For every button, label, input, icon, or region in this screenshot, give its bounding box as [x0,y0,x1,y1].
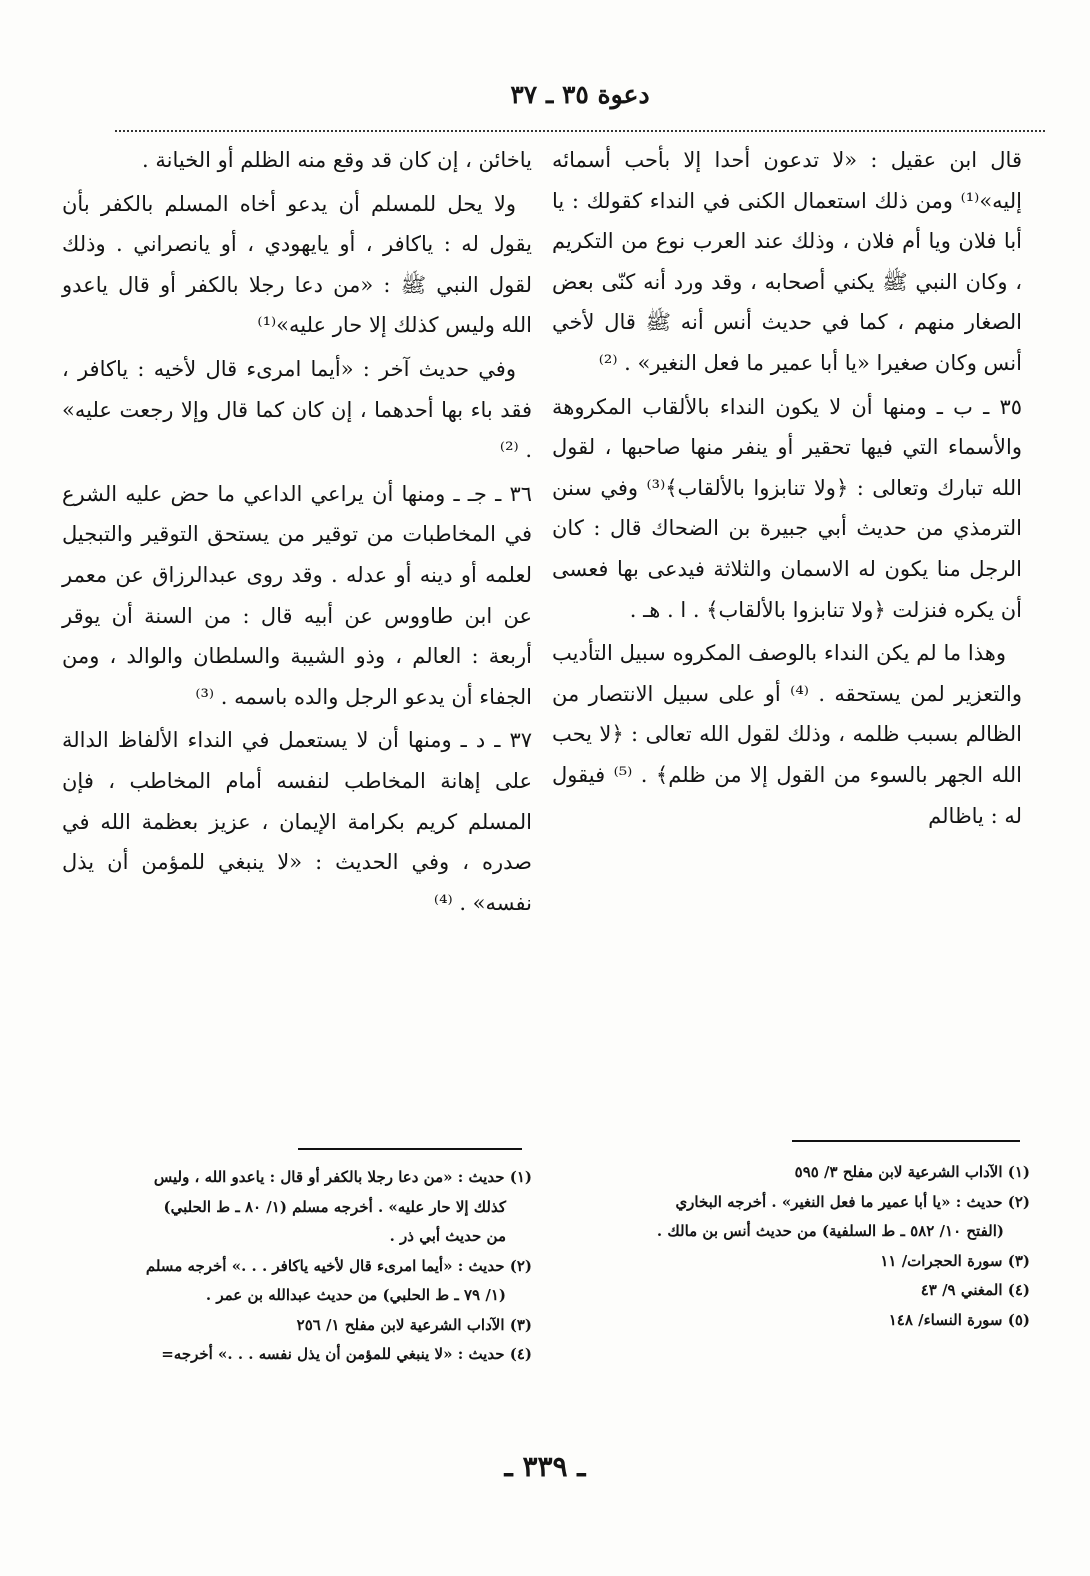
footnote: (٤) حديث : «لا ينبغي للمؤمن أن يذل نفسه . . .» أخرجه= [161,1345,532,1363]
header-dotted-rule [115,130,1045,132]
paragraph-36c: ٣٦ ـ جـ ـ ومنها أن يراعي الداعي ما حض عليه الشرع في المخاطبات من توقير من يستحق التوقير والتبجيل لعلمه أو دينه أو عدله . وقد روى عبدالرزاق عن معمر عن ابن طاووس عن أبيه قال : من السنة أن يوقر أربعة : العالم ، وذو الشيبة والسلطان والوالد ، ومن الجفاء أن يدعو الرجل والده باسمه . ⁽³⁾ [62,481,532,709]
page-header: دعوة ٣٥ ـ ٣٧ [510,80,650,109]
footnote-continuation: كذلك إلا حار عليه» . أخرجه مسلم (١/ ٨٠ ـ ط الحلبي) [163,1197,506,1216]
footnote-divider-left [298,1148,522,1150]
paragraph-37d: ٣٧ ـ د ـ ومنها أن لا يستعمل في النداء الألفاظ الدالة على إهانة المخاطب لنفسه أمام المخاطب ، فإن المسلم كريم بكرامة الإيمان ، عزيز بعظمة الله في صدره ، وفي الحديث : «لا ينبغي للمؤمن أن يذل نفسه» . ⁽⁴⁾ [62,728,532,915]
paragraph: وهذا ما لم يكن النداء بالوصف المكروه سبيل التأديب والتعزير لمن يستحقه . ⁽⁴⁾ أو على سبيل الانتصار من الظالم بسبب ظلمه ، وذلك لقول الله تعالى : ﴿لا يحب الله الجهر بالسوء من القول إلا من ظلم﴾ . ⁽⁵⁾ فيقول له : ياظالم [552,641,1022,828]
paragraph: قال ابن عقيل : «لا تدعون أحدا إلا بأحب أسمائه إليه»⁽¹⁾ ومن ذلك استعمال الكنى في النداء كقولك : يا أبا فلان ويا أم فلان ، وذلك عند العرب نوع من التكريم ، وكان النبي ﷺ يكني أصحابه ، وقد ورد أنه كنّى بعض الصغار منهم ، كما في حديث أنس أنه ﷺ قال لأخي أنس وكان صغيرا «يا أبا عمير ما فعل النغير» . ⁽²⁾ [552,148,1022,375]
footnote: (٣) الآداب الشرعية لابن مفلح ١/ ٢٥٦ [296,1315,532,1334]
footnote: (٣) سورة الحجرات/ ١١ [880,1251,1030,1270]
paragraph: وفي حديث آخر : «أيما امرىء قال لأخيه : ياكافر ، فقد باء بها أحدهما ، إن كان كما قال وإلا رجعت عليه» . ⁽²⁾ [62,356,532,463]
footnotes-left [70,1163,532,1370]
paragraph: ولا يحل للمسلم أن يدعو أخاه المسلم بالكفر بأن يقول له : ياكافر ، أو يايهودي ، أو يانصراني . وذلك لقول النبي ﷺ : «من دعا رجلا بالكفر أو قال ياعدو الله وليس كذلك إلا حار عليه»⁽¹⁾ [62,191,532,338]
footnote: (٤) المغني ٩/ ٤٣ [920,1281,1030,1299]
footnote: (١) حديث : «من دعا رجلا بالكفر أو قال : ياعدو الله ، وليس [153,1168,532,1186]
footnote-continuation: (الفتح ١٠/ ٥٨٢ ـ ط السلفية) من حديث أنس بن مالك . [656,1222,1004,1240]
footnote: (٢) حديث : «أيما امرىء قال لأخيه ياكافر . . .» أخرجه مسلم [145,1256,532,1275]
paragraph-35b: ٣٥ ـ ب ـ ومنها أن لا يكون النداء بالألقاب المكروهة والأسماء التي فيها تحقير أو ينفر منها صاحبها ، لقول الله تبارك وتعالى : ﴿ولا تنابزوا بالألقاب﴾⁽³⁾ وفي سنن الترمذي من حديث أبي جبيرة بن الضحاك قال : كان الرجل منا يكون له الاسمان والثلاثة فيدعى بها فعسى أن يكره فنزلت ﴿ولا تنابزوا بالألقاب﴾ . ا . هـ . [552,394,1022,622]
footnote: (٢) حديث : «يا أبا عمير ما فعل النغير» . أخرجه البخاري [675,1192,1030,1211]
footnote: (١) الآداب الشرعية لابن مفلح ٣/ ٥٩٥ [794,1163,1030,1181]
right-text-column [552,140,1022,1130]
paragraph: ياخائن ، إن كان قد وقع منه الظلم أو الخيانة . [142,148,532,172]
footnote-continuation: (١/ ٧٩ ـ ط الحلبي) من حديث عبدالله بن عمر . [205,1286,506,1304]
footnote: (٥) سورة النساء/ ١٤٨ [888,1310,1030,1329]
page-number: ـ ٣٣٩ ـ [504,1450,586,1483]
footnote-divider-right [792,1140,1020,1142]
footnote-continuation: من حديث أبي ذر . [389,1227,506,1245]
footnotes-right [560,1158,1030,1335]
left-text-column [62,140,532,1130]
